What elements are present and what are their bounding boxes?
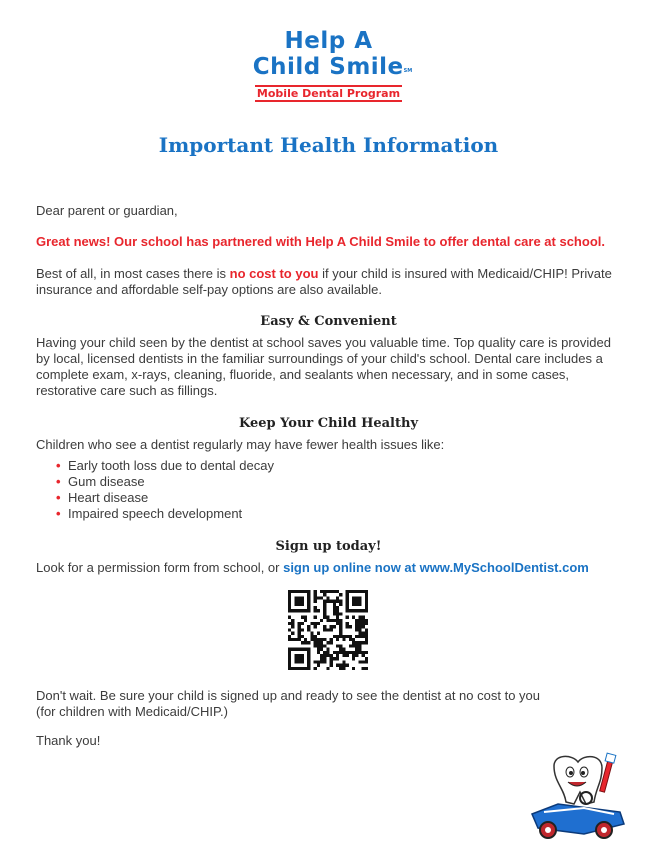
- section-body-easy: Having your child seen by the dentist at school saves you valuable time. Top quality care is provided by local, licensed dentists in the familiar surroundings of your child's school. Dental care includes a complete exam, x-rays, cleaning, fluoride, and sealants when necessary, and in some cases, restorative care such as fillings.: [36, 335, 611, 398]
- list-item: • Gum disease: [56, 474, 145, 489]
- logo-service-mark: SM: [403, 68, 413, 74]
- qr-code-icon[interactable]: [288, 590, 368, 670]
- logo: [0, 28, 657, 102]
- cost-text-before: Best of all, in most cases there is: [36, 266, 230, 281]
- logo-line-2: [8, 54, 657, 84]
- logo-line-1: Help A: [284, 28, 373, 54]
- cost-text-after: if your child is insured with Medicaid/CHIP! Private insurance and affordable self-pay options are also available.: [36, 266, 612, 297]
- bullet-icon: •: [56, 474, 61, 489]
- health-issues-list: [56, 458, 274, 522]
- cost-paragraph: [36, 266, 626, 298]
- bullet-icon: •: [56, 506, 61, 521]
- section-intro-healthy: Children who see a dentist regularly may have fewer health issues like:: [36, 437, 445, 452]
- list-item: • Early tooth loss due to dental decay: [56, 458, 274, 473]
- signup-line: [36, 560, 626, 576]
- logo-name: Child Smile: [252, 54, 404, 80]
- page-title: Important Health Information: [158, 133, 499, 157]
- section-heading-healthy: Keep Your Child Healthy: [238, 416, 419, 431]
- tooth-mascot-icon: [524, 752, 630, 842]
- announcement: Great news! Our school has partnered with Help A Child Smile to offer dental care at school.: [36, 234, 605, 249]
- logo-subtitle: Mobile Dental Program: [256, 87, 401, 100]
- bullet-icon: •: [56, 490, 61, 505]
- list-item: • Heart disease: [56, 490, 149, 505]
- list-item: • Impaired speech development: [56, 506, 243, 521]
- closing-line-1: Don't wait. Be sure your child is signed up and ready to see the dentist at no cost to you: [36, 688, 540, 703]
- greeting: Dear parent or guardian,: [36, 203, 178, 218]
- bullet-icon: •: [56, 458, 61, 473]
- closing-line-2: (for children with Medicaid/CHIP.): [36, 704, 228, 719]
- section-heading-easy: Easy & Convenient: [260, 314, 397, 329]
- thank-you: Thank you!: [36, 733, 101, 748]
- signup-link[interactable]: sign up online now at www.MySchoolDentist.com: [283, 560, 589, 575]
- cost-highlight: no cost to you: [229, 266, 319, 281]
- signup-heading: Sign up today!: [275, 539, 382, 554]
- signup-text: Look for a permission form from school, or: [36, 560, 284, 575]
